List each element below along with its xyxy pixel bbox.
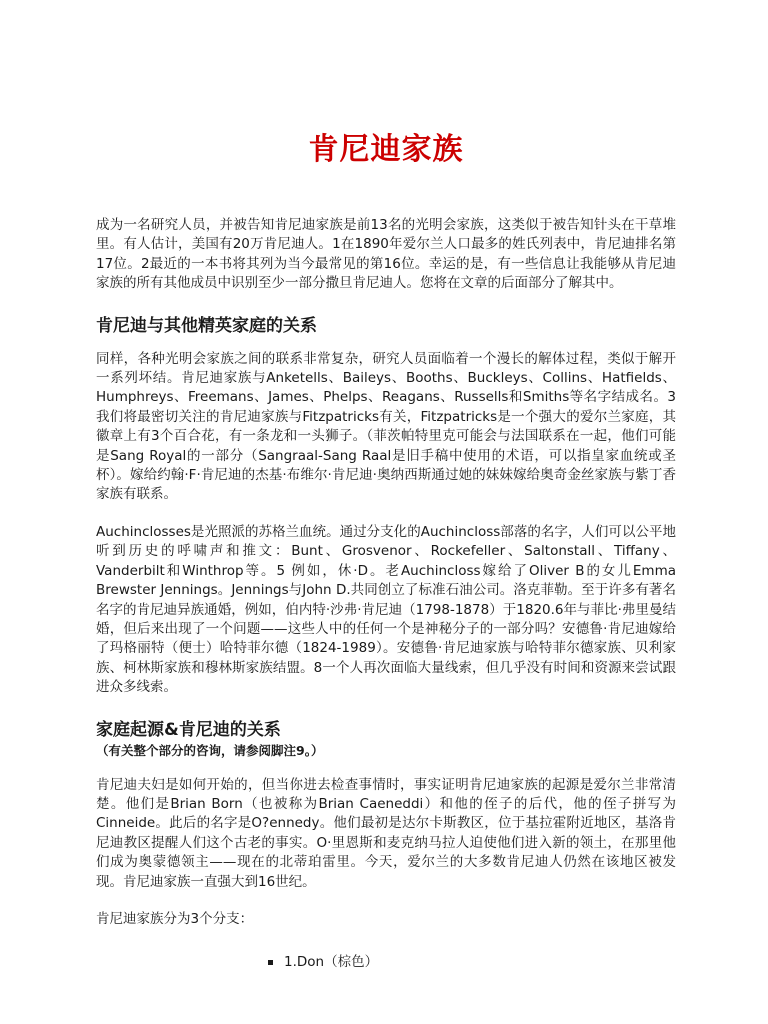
section-heading-elite-families: 肯尼迪与其他精英家庭的关系 xyxy=(96,315,317,336)
footnote-note: （有关整个部分的咨询，请参阅脚注9。） xyxy=(96,742,324,758)
page-title: 肯尼迪家族 xyxy=(308,132,464,167)
square-bullet-icon xyxy=(268,960,273,965)
elite-families-paragraph: 同样，各种光明会家族之间的联系非常复杂，研究人员面临着一个漫长的解体过程，类似于解开一系列坏结。肯尼迪家族与Anketells、Baileys、Booths、Buckleys、Collins、Hatfields、Humphreys、Freemans、James、Phelps、Reagans、Russells和Smiths等名字结成名。3我们将最密切关注的肯尼迪家族与Fitzpatricks有关，Fitzpatricks是一个强大的爱尔兰家庭，其徽章上有3个百合花，有一条龙和一头狮子。（菲茨帕特里克可能会与法国联系在一起，他们可能是Sang Royal的一部分（Sangraal-Sang Raal是旧手稿中使用的术语，可以指皇家血统或圣杯）。嫁给约翰·F·肯尼迪的杰基·布维尔·肯尼迪·奥纳西斯通过她的妹妹嫁给奥奇金丝家族与紫丁香家族有联系。 xyxy=(96,350,676,503)
intro-paragraph: 成为一名研究人员，并被告知肯尼迪家族是前13名的光明会家族，这类似于被告知针头在干草堆里。有人估计，美国有20万肯尼迪人。1在1890年爱尔兰人口最多的姓氏列表中，肯尼迪排名第17位。2最近的一本书将其列为当今最常见的第16位。幸运的是，有一些信息让我能够从肯尼迪家族的所有其他成员中识别至少一部分撒旦肯尼迪人。您将在文章的后面部分了解其中。 xyxy=(96,217,676,292)
origins-paragraph: 肯尼迪夫妇是如何开始的，但当你进去检查事情时，事实证明肯尼迪家族的起源是爱尔兰非常清楚。他们是Brian Born（也被称为Brian Caeneddi）和他的侄子的后代，他的侄子拼写为Cinneide。此后的名字是O?ennedy。他们最初是达尔卡斯教区，位于基拉霍附近地区，基洛肯尼迪教区提醒人们这个古老的事实。O·里恩斯和麦克纳马拉人迫使他们进入新的领土，在那里他们成为奥蒙德领主——现在的北蒂珀雷里。今天，爱尔兰的大多数肯尼迪人仍然在该地区被发现。肯尼迪家族一直强大到16世纪。 xyxy=(96,776,676,890)
list-item xyxy=(284,953,676,972)
list-item-label: 1.Don（棕色） xyxy=(284,954,379,971)
document-page xyxy=(96,0,676,972)
branch-list xyxy=(96,953,676,972)
auchincloss-paragraph: Auchinclosses是光照派的苏格兰血统。通过分支化的Auchincloss部落的名字，人们可以公平地听到历史的呼啸声和推文：Bunt、Grosvenor、Rockefeller、Saltonstall、Tiffany、Vanderbilt和Winthrop等。5 例如，休·D。老Auchincloss嫁给了Oliver B的女儿Emma Brewster Jennings。Jennings与John D.共同创立了标准石油公司。洛克菲勒。至于许多有著名名字的肯尼迪异族通婚，例如，伯内特·沙弗·肯尼迪（1798-1878）于1820.6年与菲比·弗里曼结婚，但后来出现了一个问题——这些人中的任何一个是神秘分子的一部分吗？安德鲁·肯尼迪嫁给了玛格丽特（便士）哈特菲尔德（1824-1989）。安德鲁·肯尼迪家族与哈特菲尔德家族、贝利家族、柯林斯家族和穆林斯家族结盟。8一个人再次面临大量线索，但几乎没有时间和资源来尝试跟进众多线索。 xyxy=(96,523,676,696)
section-heading-family-origins: 家庭起源&肯尼迪的关系 xyxy=(96,719,281,740)
branches-intro: 肯尼迪家族分为3个分支： xyxy=(96,910,254,927)
